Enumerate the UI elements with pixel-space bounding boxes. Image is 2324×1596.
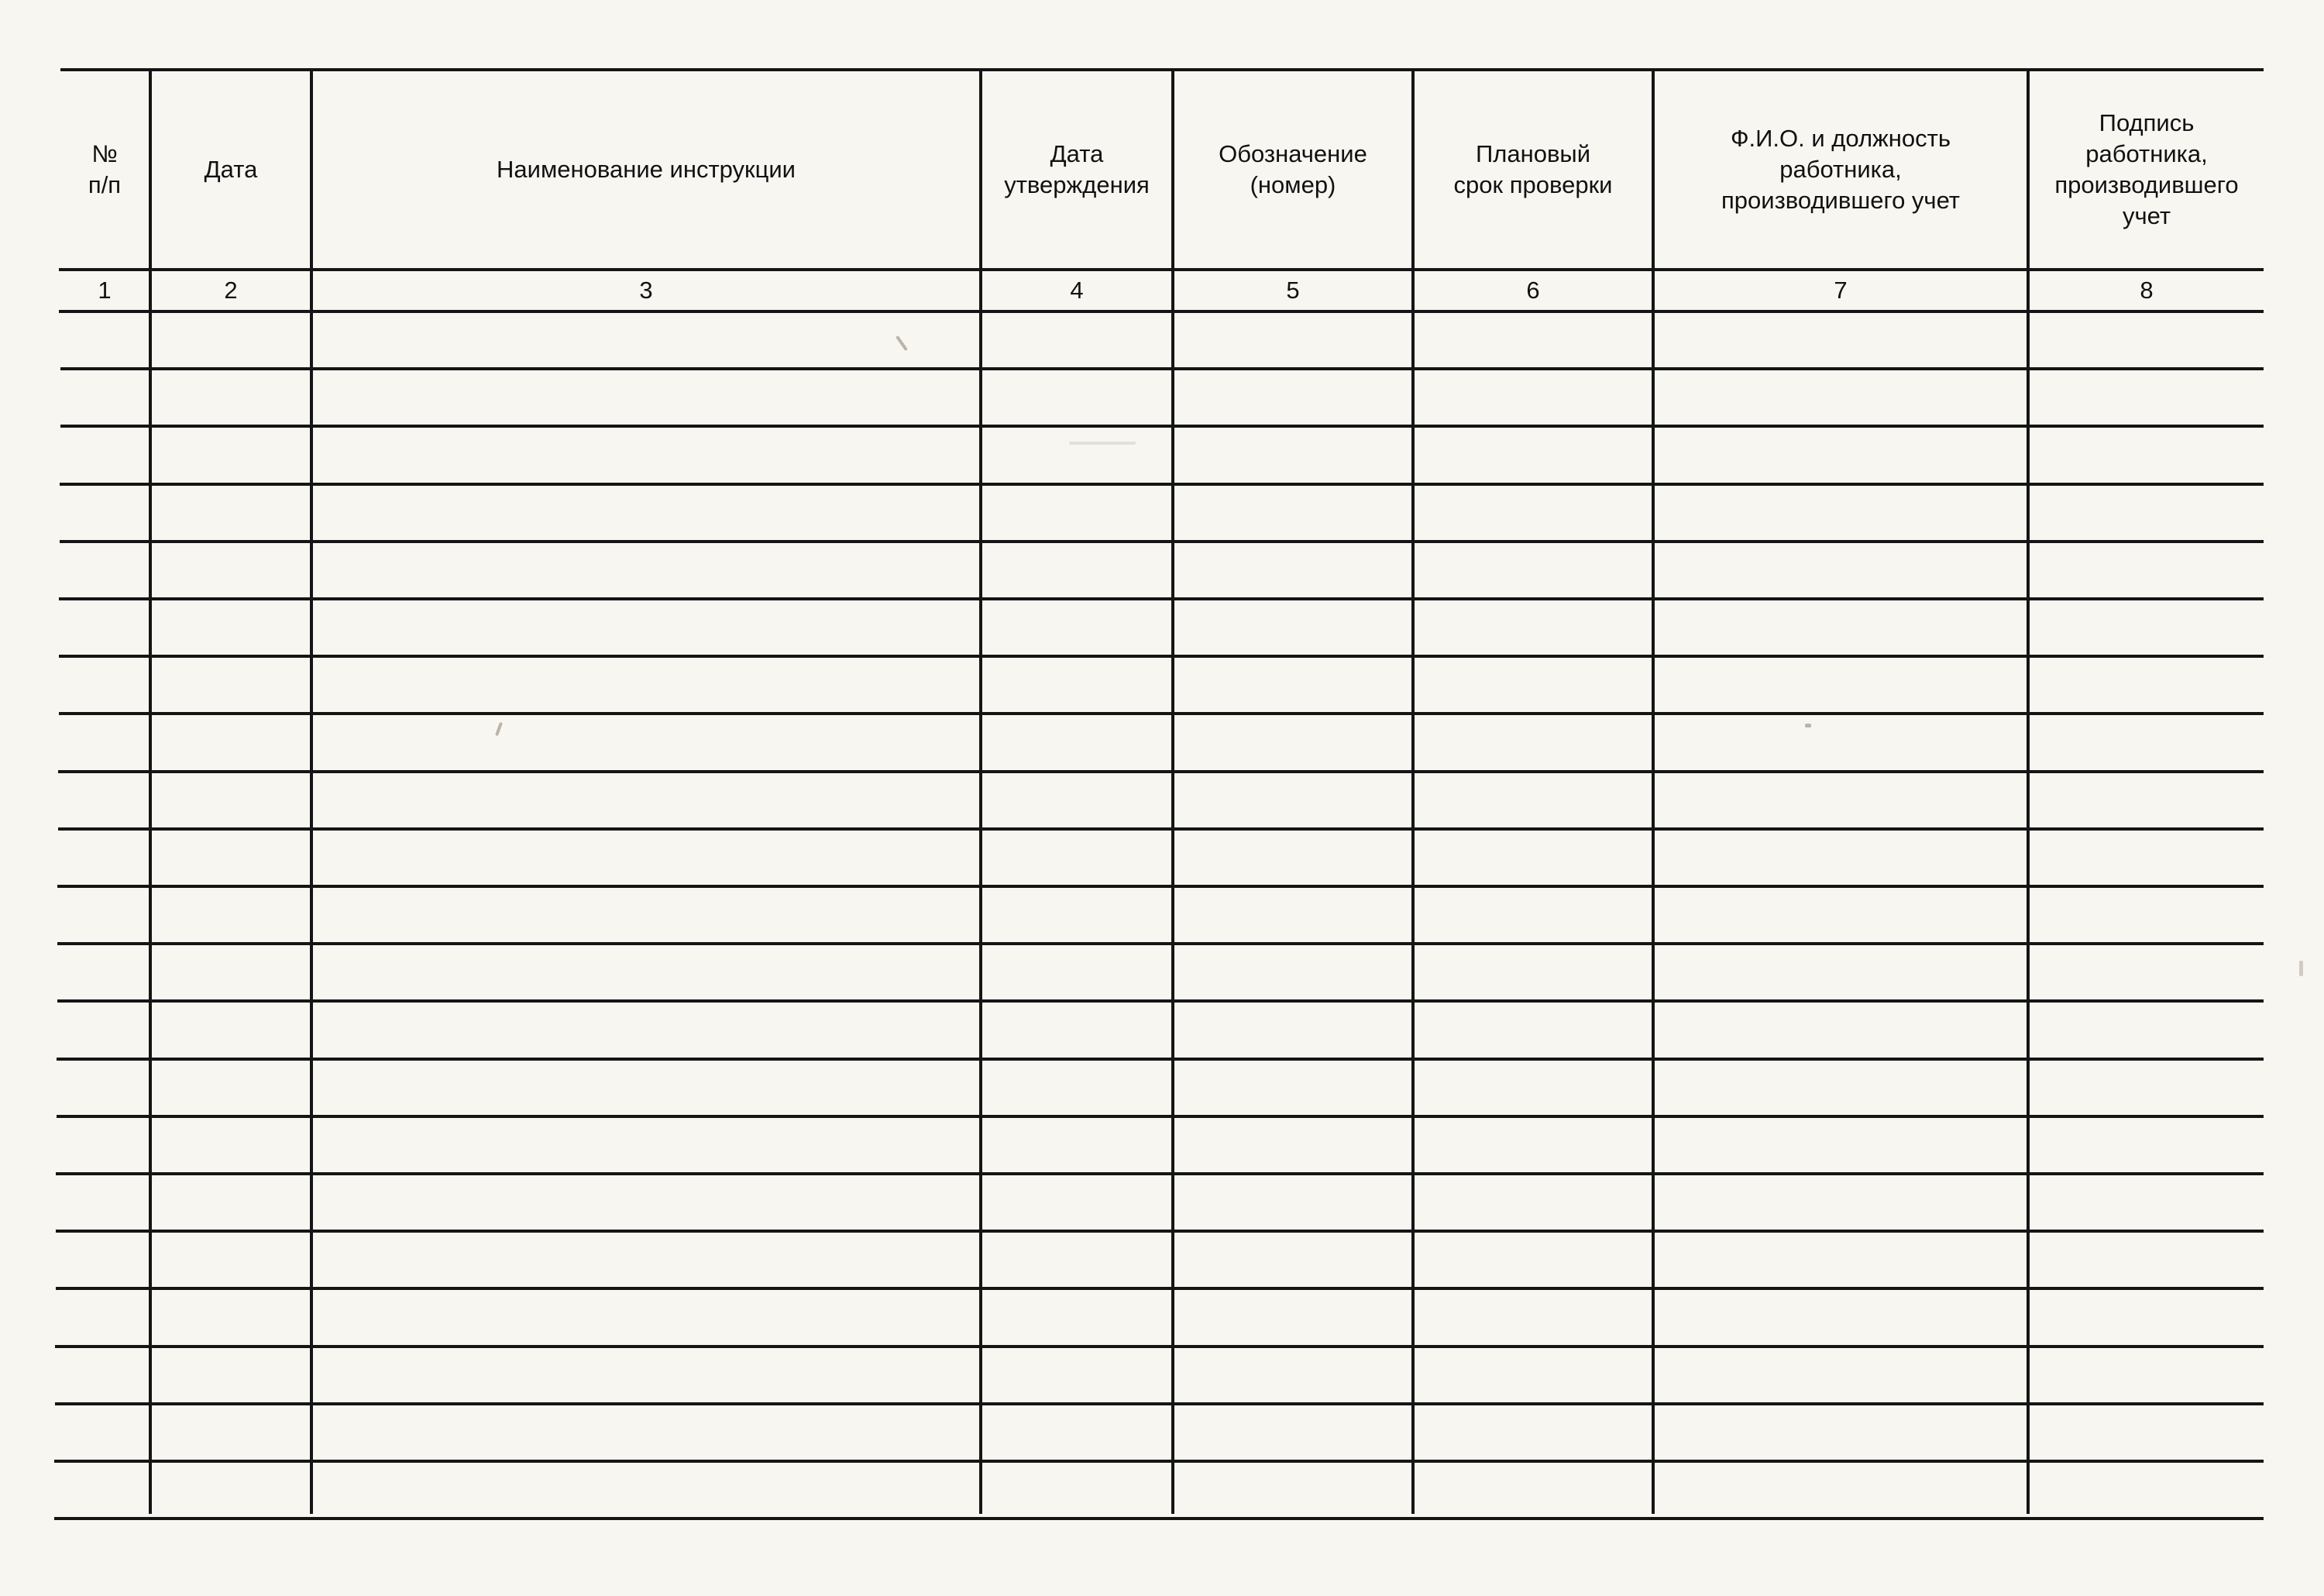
table-row [56, 1233, 2260, 1287]
table-row [56, 1463, 2260, 1517]
table-row [56, 1348, 2260, 1402]
column-number-7 [1655, 271, 2027, 310]
column-number-8 [2030, 271, 2264, 310]
header-planned-review [1415, 71, 1652, 268]
table-row [56, 773, 2260, 827]
row-border [57, 999, 2264, 1003]
header-approval-date-label: Дата утверждения [1004, 140, 1150, 198]
header-row-number [60, 71, 149, 268]
header-row-number-label: № п/п [88, 140, 122, 198]
column-number-7-label: 7 [1834, 277, 1848, 304]
header-designation-label: Обозначение (номер) [1219, 140, 1367, 198]
header-approval-date [982, 71, 1171, 268]
header-instruction-name [313, 71, 979, 268]
table-row [56, 1061, 2260, 1115]
header-date-label: Дата [204, 156, 258, 183]
header-signature-label: Подпись работника, производившего учет [2054, 109, 2239, 229]
table-row [56, 313, 2260, 367]
header-employee [1655, 71, 2027, 268]
column-number-1 [60, 271, 149, 310]
table-row [56, 888, 2260, 942]
column-number-6-label: 6 [1526, 277, 1540, 304]
paper-speck [2299, 961, 2303, 976]
table-row [56, 1290, 2260, 1344]
row-border [60, 425, 2264, 428]
column-number-3-label: 3 [639, 277, 653, 304]
column-number-2-label: 2 [224, 277, 238, 304]
header-planned-review-label: Плановый срок проверки [1453, 140, 1613, 198]
row-border [56, 1287, 2264, 1290]
column-number-3 [313, 271, 979, 310]
header-instruction-name-label: Наименование инструкции [497, 156, 796, 183]
table-row [56, 370, 2260, 425]
table-row [56, 715, 2260, 769]
column-number-4-label: 4 [1070, 277, 1084, 304]
column-number-5 [1174, 271, 1411, 310]
table-row [56, 945, 2260, 999]
column-number-8-label: 8 [2140, 277, 2154, 304]
table-row [56, 1003, 2260, 1057]
header-employee-label: Ф.И.О. и должность работника, производившего учет [1721, 125, 1960, 214]
table-row [56, 428, 2260, 482]
table-row [56, 1118, 2260, 1172]
table-row [56, 600, 2260, 655]
column-number-4 [982, 271, 1171, 310]
table-row [56, 658, 2260, 712]
row-border [54, 1517, 2264, 1520]
table-row [56, 1175, 2260, 1230]
table-row [56, 486, 2260, 540]
row-border [59, 712, 2264, 715]
header-designation [1174, 71, 1411, 268]
paper-speck [1805, 724, 1811, 727]
column-number-6 [1415, 271, 1652, 310]
table-row [56, 543, 2260, 597]
header-signature [2030, 71, 2264, 268]
table-row [56, 1405, 2260, 1460]
column-number-1-label: 1 [98, 277, 112, 304]
header-date [152, 71, 310, 268]
table-row [56, 831, 2260, 885]
paper-speck [1069, 442, 1136, 445]
column-number-5-label: 5 [1286, 277, 1300, 304]
column-number-2 [152, 271, 310, 310]
